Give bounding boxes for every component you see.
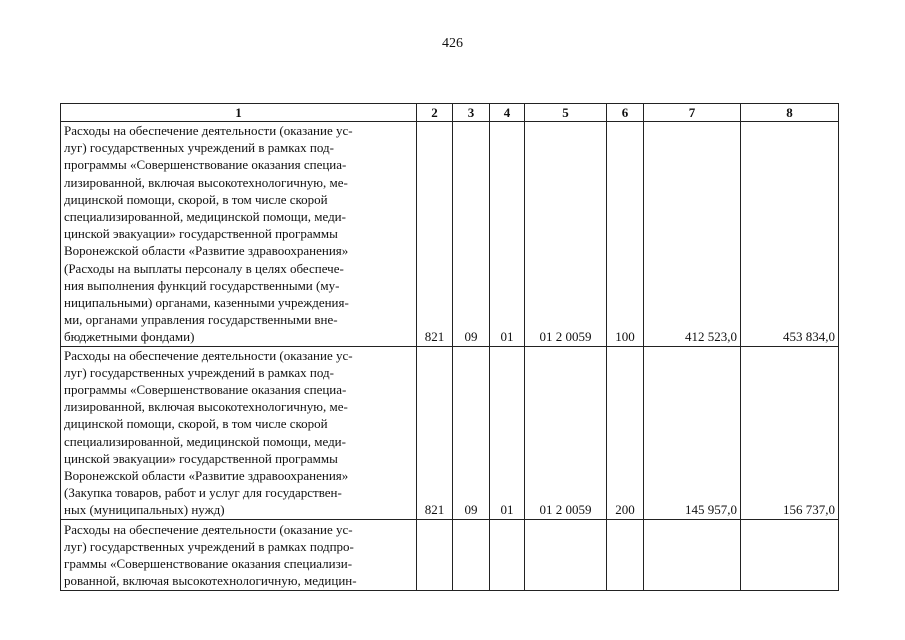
expense-type-code: 100: [607, 122, 644, 347]
description-line: рованной, включая высокотехнологичную, медицин-: [64, 573, 357, 589]
description-line: программы «Совершенствование оказания специа-: [64, 382, 347, 398]
header-cell-8: 8: [741, 104, 839, 122]
description-line: Воронежской области «Развитие здравоохранения»: [64, 243, 349, 259]
header-cell-1: 1: [61, 104, 417, 122]
expense-type-code: 200: [607, 346, 644, 519]
table-row: [61, 346, 839, 519]
section-code: [453, 519, 490, 590]
description-line: луг) государственных учреждений в рамках под-: [64, 364, 334, 380]
header-cell-2: 2: [417, 104, 453, 122]
amount-col7: [644, 519, 741, 590]
description-line: Расходы на обеспечение деятельности (оказание ус-: [64, 521, 353, 537]
description-line: Расходы на обеспечение деятельности (оказание ус-: [64, 347, 353, 363]
description-line: Воронежской области «Развитие здравоохранения»: [64, 468, 349, 484]
budget-table: [60, 103, 839, 591]
amount-col8: [741, 519, 839, 590]
description-line: лизированной, включая высокотехнологичную, ме-: [64, 174, 348, 190]
row-description: [61, 122, 417, 347]
target-article-code: [525, 519, 607, 590]
amount-col8: 156 737,0: [741, 346, 839, 519]
section-code: 09: [453, 346, 490, 519]
description-line: дицинской помощи, скорой, в том числе скорой: [64, 416, 328, 432]
expense-type-code: [607, 519, 644, 590]
header-cell-5: 5: [525, 104, 607, 122]
description-line: Расходы на обеспечение деятельности (оказание ус-: [64, 123, 353, 138]
grbs-code: 821: [417, 122, 453, 347]
row-description: [61, 346, 417, 519]
description-line: ния выполнения функций государственными (му-: [64, 277, 340, 293]
description-line: специализированной, медицинской помощи, меди-: [64, 209, 346, 225]
description-line: цинской эвакуации» государственной программы: [64, 226, 338, 242]
description-line: граммы «Совершенствование оказания специализи-: [64, 556, 353, 572]
header-cell-6: 6: [607, 104, 644, 122]
description-line: ми, органами управления государственными вне-: [64, 312, 338, 328]
subsection-code: [490, 519, 525, 590]
target-article-code: 01 2 0059: [525, 346, 607, 519]
table-row: [61, 122, 839, 347]
description-line: ниципальными) органами, казенными учреждения-: [64, 295, 349, 311]
header-cell-4: 4: [490, 104, 525, 122]
target-article-code: 01 2 0059: [525, 122, 607, 347]
amount-col7: 412 523,0: [644, 122, 741, 347]
header-row: [61, 104, 839, 122]
description-line: специализированной, медицинской помощи, меди-: [64, 433, 346, 449]
subsection-code: 01: [490, 122, 525, 347]
description-line: луг) государственных учреждений в рамках под-: [64, 140, 334, 156]
description-line: дицинской помощи, скорой, в том числе скорой: [64, 191, 328, 207]
grbs-code: [417, 519, 453, 590]
header-cell-7: 7: [644, 104, 741, 122]
subsection-code: 01: [490, 346, 525, 519]
amount-col8: 453 834,0: [741, 122, 839, 347]
description-line: бюджетными фондами): [64, 329, 195, 345]
page-number: 426: [442, 36, 463, 51]
row-description: [61, 519, 417, 590]
description-line: луг) государственных учреждений в рамках подпро-: [64, 539, 354, 555]
description-line: программы «Совершенствование оказания специа-: [64, 157, 347, 173]
header-cell-3: 3: [453, 104, 490, 122]
description-line: ных (муниципальных) нужд): [64, 502, 225, 518]
table-row: [61, 519, 839, 590]
grbs-code: 821: [417, 346, 453, 519]
description-line: лизированной, включая высокотехнологичную, ме-: [64, 399, 348, 415]
description-line: цинской эвакуации» государственной программы: [64, 450, 338, 466]
amount-col7: 145 957,0: [644, 346, 741, 519]
section-code: 09: [453, 122, 490, 347]
description-line: (Расходы на выплаты персоналу в целях обеспече-: [64, 260, 344, 276]
description-line: (Закупка товаров, работ и услуг для государствен-: [64, 485, 342, 501]
